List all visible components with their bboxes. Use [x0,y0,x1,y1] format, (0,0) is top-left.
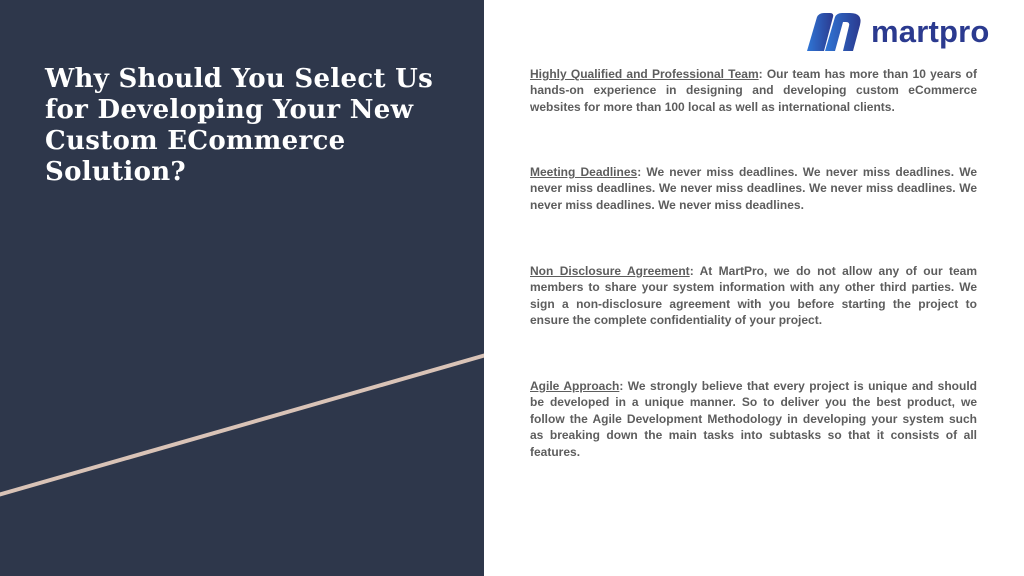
section-meeting-deadlines [530,164,977,213]
martpro-logo [805,10,990,54]
left-panel [0,0,484,576]
section-title: Non Disclosure Agreement [530,264,690,278]
section-body: : At MartPro, we do not allow any of our team members to share your system information with any other third parties. We sign a non-disclosure agreement with you before starting the project to ensure the complete confidentiality of your project. [530,264,978,328]
section-title: Agile Approach [530,379,620,393]
martpro-m-icon [805,11,865,53]
section-body: : We strongly believe that every project is unique and should be developed in a unique manner. So to deliver you the best product, we follow the Agile Development Methodology in developing your system such as breaking down the main tasks into subtasks so that it consists of all features. [530,379,977,459]
section-title: Highly Qualified and Professional Team [530,67,759,81]
section-qualified-team [530,66,977,115]
section-nda [530,263,977,329]
page-title: Why Should You Select Us for Developing Your New Custom ECommerce Solution? [45,64,434,187]
logo-text: martpro [871,14,990,49]
section-agile-approach [530,378,977,460]
section-body: : We never miss deadlines. We never miss deadlines. We never miss deadlines. We never miss deadlines. We never miss deadlines. We never miss deadlines. We never miss deadlines. [530,165,978,212]
section-body: : Our team has more than 10 years of hands-on experience in designing and developing custom eCommerce websites for more than 100 local as well as international clients. [530,67,977,114]
section-title: Meeting Deadlines [530,165,638,179]
